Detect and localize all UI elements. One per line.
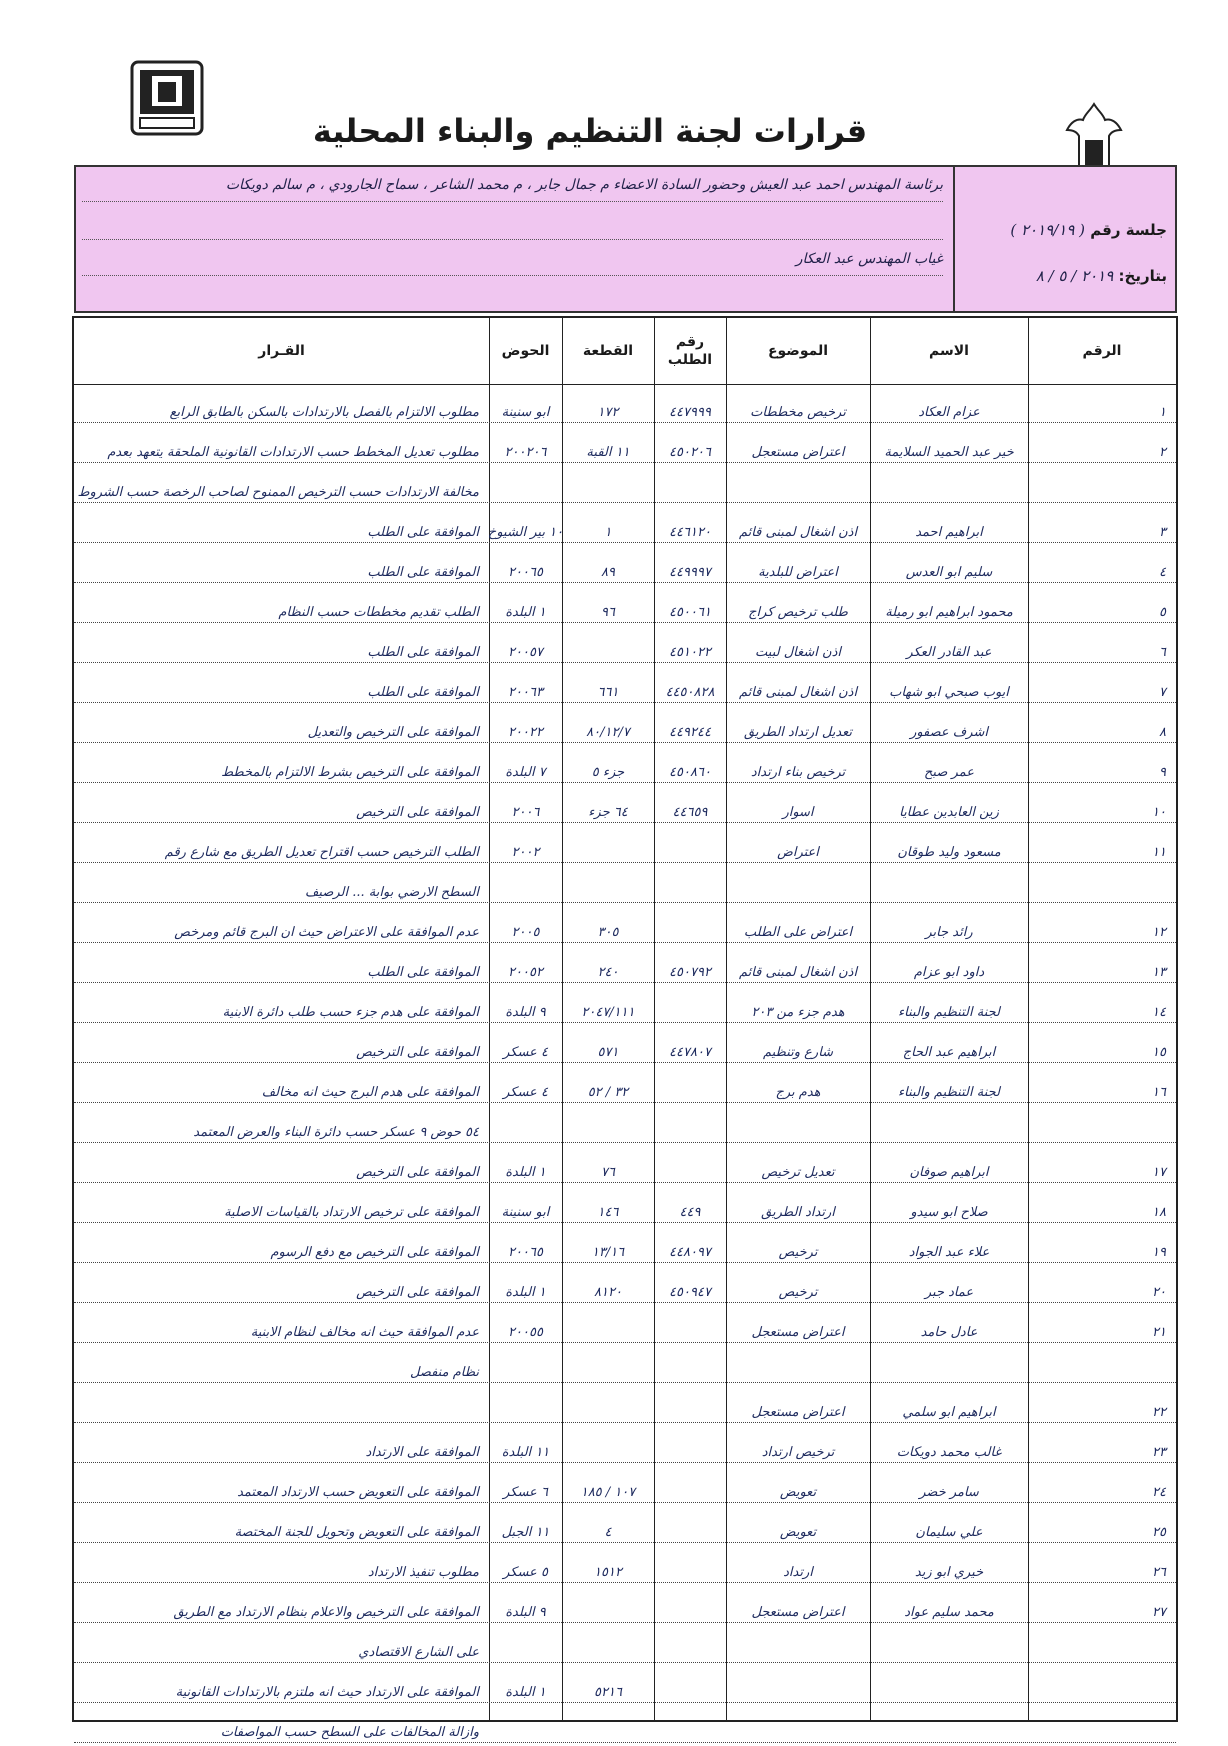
- cell-subject: اسوار: [782, 805, 814, 820]
- cell-basin: [493, 1384, 558, 1424]
- cell-basin: ٢٠٠٦٥: [508, 565, 543, 580]
- cell-request-number: ٤٤٧٨٠٧: [669, 1045, 711, 1060]
- cell-parcel: ٨٠/١٢/٧: [586, 725, 630, 740]
- cell-decision: وازالة المخالفات على السطح حسب المواصفات: [220, 1725, 479, 1740]
- dotted-line: [82, 275, 943, 276]
- row-dotted-line: [74, 1262, 1176, 1263]
- cell-parcel: ٤: [604, 1525, 612, 1540]
- cell-decision: [78, 1384, 485, 1424]
- cell-parcel: جزء ٥: [591, 765, 625, 780]
- row-dotted-line: [74, 622, 1176, 623]
- cell-name: رائد جابر: [925, 925, 973, 940]
- cell-decision: الموافقة على الطلب: [367, 685, 479, 700]
- cell-subject: ترخيص: [778, 1285, 818, 1300]
- cell-basin: ١١ الجبل: [501, 1525, 550, 1540]
- cell-request-number: [658, 1424, 722, 1464]
- cell-basin: ١ البلدة: [505, 1165, 546, 1180]
- row-dotted-line: [74, 982, 1176, 983]
- cell-parcel: ١٤٦: [597, 1205, 619, 1220]
- cell-decision: مطلوب الالتزام بالفصل بالارتدادات بالسكن بالطابق الرابع: [169, 405, 479, 420]
- cell-request-number: ٤٥٠٨٦٠: [669, 765, 711, 780]
- cell-number: ٨: [1159, 725, 1166, 740]
- dotted-line: [82, 201, 943, 202]
- cell-basin: ابو سنينة: [501, 1205, 550, 1220]
- page-title: قرارات لجنة التنظيم والبناء المحلية: [312, 112, 868, 150]
- cell-name: [874, 464, 1024, 504]
- cell-number: ١٣: [1152, 965, 1166, 980]
- dotted-line: [82, 239, 943, 240]
- cell-request-number: [658, 1504, 722, 1544]
- cell-parcel: [566, 1104, 650, 1144]
- row-dotted-line: [74, 782, 1176, 783]
- cell-subject: اعتراض مستعجل: [751, 1605, 845, 1620]
- cell-name: ابراهيم احمد: [915, 525, 983, 540]
- cell-basin: ١ البلدة: [505, 605, 546, 620]
- cell-subject: تعويض: [779, 1525, 817, 1540]
- cell-number: ١٥: [1152, 1045, 1166, 1060]
- cell-basin: ٦ عسكر: [503, 1485, 548, 1500]
- cell-parcel: [566, 824, 650, 864]
- row-dotted-line: [74, 1422, 1176, 1423]
- cell-subject: [730, 464, 866, 504]
- cell-subject: اذن اشغال لبيت: [755, 645, 841, 660]
- cell-name: خير عبد الحميد السلايمة: [884, 445, 1014, 460]
- cell-subject: تعديل ترخيص: [761, 1165, 835, 1180]
- cell-number: ٦: [1159, 645, 1166, 660]
- cell-parcel: [566, 1624, 650, 1664]
- cell-parcel: ٨١٢٠: [594, 1285, 622, 1300]
- cell-name: [874, 1104, 1024, 1144]
- cell-number: ١٤: [1152, 1005, 1166, 1020]
- cell-decision: الموافقة على الترخيص بشرط الالتزام بالمخطط: [221, 765, 479, 780]
- cell-parcel: [566, 1384, 650, 1424]
- cell-subject: ترخيص مخططات: [750, 405, 846, 420]
- cell-parcel: [566, 1584, 650, 1624]
- session-number: [1010, 221, 1167, 239]
- cell-subject: هدم برج: [775, 1085, 821, 1100]
- cell-request-number: ٤٥٠٢٠٦: [669, 445, 711, 460]
- cell-basin: ٢٠٠٦٣: [508, 685, 543, 700]
- row-dotted-line: [74, 662, 1176, 663]
- cell-number: [1032, 1344, 1172, 1384]
- cell-subject: اعتراض مستعجل: [751, 1325, 845, 1340]
- cell-basin: ٢٠٠٦: [511, 805, 540, 820]
- absentees-line: غياب المهندس عبد العكار: [795, 251, 943, 267]
- cell-parcel: ٩٦: [601, 605, 615, 620]
- cell-number: [1032, 864, 1172, 904]
- cell-basin: ٧ البلدة: [505, 765, 546, 780]
- row-dotted-line: [74, 582, 1176, 583]
- cell-parcel: ٦٦١: [597, 685, 619, 700]
- row-dotted-line: [74, 1622, 1176, 1623]
- row-dotted-line: [74, 422, 1176, 423]
- cell-number: ٢٠: [1152, 1285, 1166, 1300]
- cell-name: سامر خضر: [919, 1485, 979, 1500]
- session-date-value: ٢٠١٩ / ٥ / ٨: [1035, 267, 1114, 285]
- cell-basin: ٢٠٠٥٧: [508, 645, 543, 660]
- cell-subject: تعويض: [779, 1485, 817, 1500]
- cell-parcel: [566, 1344, 650, 1384]
- cell-request-number: [658, 824, 722, 864]
- cell-subject: اذن اشغال لمبنى قائم: [738, 525, 858, 540]
- row-dotted-line: [74, 1182, 1176, 1183]
- cell-decision: الطلب الترخيص حسب اقتراح تعديل الطريق مع شارع رقم: [164, 845, 479, 860]
- cell-number: [1032, 464, 1172, 504]
- cell-number: ٢١: [1152, 1325, 1166, 1340]
- cell-decision: الموافقة على الترخيص: [356, 1165, 479, 1180]
- cell-name: خيري ابو زيد: [914, 1565, 984, 1580]
- header-request-number: رقم الطلب: [667, 333, 713, 368]
- cell-subject: [730, 1104, 866, 1144]
- cell-request-number: ٤٤٧٩٩٩: [669, 405, 711, 420]
- cell-name: [874, 864, 1024, 904]
- header-subject: الموضوع: [767, 342, 829, 359]
- cell-request-number: [658, 1304, 722, 1344]
- cell-subject: ترخيص: [778, 1245, 818, 1260]
- cell-decision: الموافقة على الترخيص: [356, 1285, 479, 1300]
- cell-request-number: ٤٤٩: [679, 1205, 701, 1220]
- session-number-label: جلسة رقم: [1090, 221, 1167, 239]
- cell-name: غالب محمد دويكات: [896, 1445, 1002, 1460]
- cell-decision: عدم الموافقة على الاعتراض حيث ان البرج قائم ومرخص: [174, 925, 479, 940]
- cell-number: ٢٧: [1152, 1605, 1166, 1620]
- cell-subject: شارع وتنظيم: [762, 1045, 834, 1060]
- cell-parcel: ٣٠٥: [597, 925, 619, 940]
- cell-subject: [730, 1344, 866, 1384]
- row-dotted-line: [74, 862, 1176, 863]
- row-dotted-line: [74, 1662, 1176, 1663]
- cell-number: ٥: [1159, 605, 1166, 620]
- cell-request-number: [658, 864, 722, 904]
- cell-number: ٩: [1159, 765, 1166, 780]
- cell-parcel: ٧٦: [601, 1165, 615, 1180]
- cell-basin: ١ البلدة: [505, 1285, 546, 1300]
- cell-decision: الموافقة على الترخيص: [356, 805, 479, 820]
- cell-parcel: [566, 864, 650, 904]
- cell-number: ١٠: [1152, 805, 1166, 820]
- cell-subject: طلب ترخيص كراج: [748, 605, 848, 620]
- cell-basin: ٢٠٠٥٢: [508, 965, 543, 980]
- cell-name: علي سليمان: [915, 1525, 983, 1540]
- row-dotted-line: [74, 1702, 1176, 1703]
- cell-number: ١: [1159, 405, 1166, 420]
- cell-number: ٢: [1159, 445, 1166, 460]
- cell-parcel: [566, 624, 650, 664]
- row-dotted-line: [74, 1542, 1176, 1543]
- cell-request-number: [658, 1144, 722, 1184]
- cell-basin: [493, 1704, 558, 1744]
- cell-decision: مطلوب تنفيذ الارتداد: [367, 1565, 479, 1580]
- cell-parcel: ١٠٧ / ١٨٥: [580, 1485, 636, 1500]
- column-divider: [654, 318, 655, 1720]
- cell-subject: اعتراض للبلدية: [758, 565, 838, 580]
- cell-number: [1032, 1664, 1172, 1704]
- cell-parcel: ١: [604, 525, 612, 540]
- row-dotted-line: [74, 1142, 1176, 1143]
- session-meta: [953, 167, 1175, 311]
- cell-basin: ٢٠٠٢٠٦: [504, 445, 547, 460]
- cell-basin: ٩ البلدة: [505, 1605, 546, 1620]
- cell-name: داود ابو عزام: [913, 965, 985, 980]
- cell-decision: الموافقة على هدم جزء حسب طلب دائرة الابنية: [222, 1005, 479, 1020]
- row-dotted-line: [74, 822, 1176, 823]
- header-parcel: القطعة: [582, 342, 634, 359]
- cell-decision: الموافقة على الارتداد حيث انه ملتزم بالارتدادات القانونية: [175, 1685, 479, 1700]
- cell-subject: ارتداد: [783, 1565, 813, 1580]
- cell-number: [1032, 1624, 1172, 1664]
- cell-request-number: ٤٤٥٠٨٢٨: [665, 685, 715, 700]
- cell-decision: على الشارع الاقتصادي: [358, 1645, 479, 1660]
- cell-request-number: [658, 904, 722, 944]
- cell-number: [1032, 1704, 1172, 1744]
- cell-subject: ارتداد الطريق: [761, 1205, 835, 1220]
- row-dotted-line: [74, 462, 1176, 463]
- attendees-line: برئاسة المهندس احمد عبد العيش وحضور السادة الاعضاء م جمال جابر ، م محمد الشاعر ، سماح الجارودي ، م سالم دويكات: [225, 177, 943, 193]
- cell-subject: اعتراض مستعجل: [751, 445, 845, 460]
- cell-request-number: ٤٤٩٢٤٤: [669, 725, 711, 740]
- cell-parcel: [566, 1424, 650, 1464]
- cell-name: اشرف عصفور: [910, 725, 988, 740]
- cell-request-number: ٤٥١٠٢٢: [669, 645, 711, 660]
- cell-number: ١٨: [1152, 1205, 1166, 1220]
- cell-name: سليم ابو العدس: [905, 565, 993, 580]
- cell-parcel: ٥٢١٦: [594, 1685, 622, 1700]
- cell-number: ٤: [1159, 565, 1166, 580]
- cell-basin: ٢٠٠٦٥: [508, 1245, 543, 1260]
- cell-request-number: [658, 1384, 722, 1424]
- row-dotted-line: [74, 502, 1176, 503]
- cell-basin: ٩ البلدة: [505, 1005, 546, 1020]
- cell-number: ٢٢: [1152, 1405, 1166, 1420]
- cell-request-number: [658, 984, 722, 1024]
- cell-subject: اعتراض: [777, 845, 819, 860]
- cell-name: عبد القادر العكر: [906, 645, 992, 660]
- cell-parcel: [566, 464, 650, 504]
- row-dotted-line: [74, 542, 1176, 543]
- cell-decision: ٥٤ حوض ٩ عسكر حسب دائرة البناء والعرض المعتمد: [193, 1125, 479, 1140]
- row-dotted-line: [74, 902, 1176, 903]
- row-dotted-line: [74, 1102, 1176, 1103]
- column-divider: [726, 318, 727, 1720]
- cell-request-number: [658, 1624, 722, 1664]
- cell-number: ١٢: [1152, 925, 1166, 940]
- cell-decision: الموافقة على الارتداد: [365, 1445, 479, 1460]
- cell-decision: الموافقة على الطلب: [367, 525, 479, 540]
- column-divider: [1028, 318, 1029, 1720]
- session-info-box: [74, 165, 1177, 313]
- cell-request-number: [658, 1104, 722, 1144]
- cell-decision: الموافقة على ترخيص الارتداد بالقياسات الاصلية: [224, 1205, 479, 1220]
- cell-parcel: ٢٤٠: [597, 965, 619, 980]
- cell-request-number: ٤٤٩٩٩٧: [669, 565, 711, 580]
- cell-number: ٢٥: [1152, 1525, 1166, 1540]
- row-dotted-line: [74, 942, 1176, 943]
- header-number: الرقم: [1082, 342, 1122, 359]
- cell-name: محمد سليم عواد: [904, 1605, 994, 1620]
- cell-number: ٢٦: [1152, 1565, 1166, 1580]
- session-number-value: ( ٢٠١٩/١٩ ): [1010, 221, 1086, 239]
- cell-basin: [493, 864, 558, 904]
- cell-number: ٣: [1159, 525, 1166, 540]
- column-divider: [870, 318, 871, 1720]
- cell-name: لجنة التنظيم والبناء: [898, 1005, 1000, 1020]
- cell-name: ابراهيم عبد الحاج: [902, 1045, 996, 1060]
- cell-request-number: [658, 1664, 722, 1704]
- cell-parcel: [566, 1704, 650, 1744]
- cell-name: عماد جبر: [924, 1285, 974, 1300]
- cell-basin: [493, 464, 558, 504]
- cell-basin: ابو سنينة: [501, 405, 550, 420]
- cell-request-number: [658, 1344, 722, 1384]
- header-decision: القـرار: [258, 342, 305, 359]
- row-dotted-line: [74, 1502, 1176, 1503]
- cell-name: لجنة التنظيم والبناء: [898, 1085, 1000, 1100]
- cell-subject: تعديل ارتداد الطريق: [743, 725, 853, 740]
- cell-basin: ٢٠٠٥٥: [508, 1325, 543, 1340]
- cell-request-number: ٤٤٦١٢٠: [669, 525, 711, 540]
- row-dotted-line: [74, 1582, 1176, 1583]
- cell-name: [874, 1624, 1024, 1664]
- cell-name: [874, 1664, 1024, 1704]
- row-dotted-line: [74, 1222, 1176, 1223]
- cell-subject: [730, 864, 866, 904]
- cell-subject: اذن اشغال لمبنى قائم: [738, 685, 858, 700]
- cell-basin: ٤ عسكر: [503, 1085, 548, 1100]
- cell-decision: الموافقة على الترخيص مع دفع الرسوم: [270, 1245, 479, 1260]
- decisions-table: [72, 316, 1178, 1740]
- cell-decision: نظام منفصل: [409, 1365, 479, 1380]
- cell-request-number: ٤٤٨٠٩٧: [669, 1245, 711, 1260]
- cell-subject: [730, 1624, 866, 1664]
- cell-basin: ٤ عسكر: [503, 1045, 548, 1060]
- cell-subject: اعتراض على الطلب: [743, 925, 853, 940]
- cell-decision: السطح الارضي بوابة ... الرصيف: [304, 885, 479, 900]
- cell-parcel: ١٥١٢: [594, 1565, 622, 1580]
- row-dotted-line: [74, 1382, 1176, 1383]
- cell-request-number: [658, 464, 722, 504]
- cell-number: ٢٤: [1152, 1485, 1166, 1500]
- cell-decision: الموافقة على الترخيص: [356, 1045, 479, 1060]
- cell-request-number: [658, 1584, 722, 1624]
- cell-decision: مطلوب تعديل المخطط حسب الارتدادات القانونية الملحقة يتعهد بعدم: [107, 445, 479, 460]
- cell-number: ٧: [1159, 685, 1166, 700]
- cell-basin: [493, 1344, 558, 1384]
- cell-name: عمر صبح: [924, 765, 974, 780]
- cell-number: [1032, 1104, 1172, 1144]
- row-dotted-line: [74, 742, 1176, 743]
- cell-basin: [493, 1624, 558, 1664]
- session-date: [1036, 267, 1167, 285]
- cell-basin: ٢٠٠٥: [511, 925, 540, 940]
- cell-name: عزام العكاد: [918, 405, 980, 420]
- cell-number: ١٧: [1152, 1165, 1166, 1180]
- cell-parcel: ٥٧١: [597, 1045, 619, 1060]
- cell-number: ١١: [1152, 845, 1166, 860]
- cell-subject: اعتراض مستعجل: [751, 1405, 845, 1420]
- header-basin: الحوض: [501, 342, 550, 359]
- row-dotted-line: [74, 1342, 1176, 1343]
- cell-basin: ٢٠٠٢٢: [508, 725, 543, 740]
- cell-name: زين العابدين عطايا: [899, 805, 999, 820]
- cell-parcel: ١٣/١٦: [591, 1245, 625, 1260]
- cell-name: ابراهيم صوفان: [909, 1165, 989, 1180]
- cell-basin: ١١ البلدة: [501, 1445, 550, 1460]
- cell-basin: ٢٠٠٢: [511, 845, 540, 860]
- cell-decision: الموافقة على الترخيص والتعديل: [307, 725, 479, 740]
- header-name: الاسم: [929, 342, 969, 359]
- cell-request-number: [658, 1064, 722, 1104]
- cell-name: عادل حامد: [920, 1325, 978, 1340]
- cell-decision: الموافقة على التعويض وتحويل للجنة المختصة: [234, 1525, 479, 1540]
- cell-subject: ترخيص بناء ارتداد: [750, 765, 846, 780]
- cell-subject: [730, 1704, 866, 1744]
- row-dotted-line: [74, 1742, 1176, 1743]
- row-dotted-line: [74, 1462, 1176, 1463]
- session-date-label: بتاريخ:: [1118, 267, 1167, 285]
- cell-decision: عدم الموافقة حيث انه مخالف لنظام الابنية: [250, 1325, 479, 1340]
- cell-name: صلاح ابو سيدو: [910, 1205, 988, 1220]
- row-dotted-line: [74, 702, 1176, 703]
- cell-name: [874, 1344, 1024, 1384]
- cell-decision: الموافقة على الطلب: [367, 645, 479, 660]
- cell-subject: [730, 1664, 866, 1704]
- row-dotted-line: [74, 1062, 1176, 1063]
- cell-name: مسعود وليد طوقان: [897, 845, 1001, 860]
- cell-parcel: ٢٠٤٧/١١١: [581, 1005, 635, 1020]
- cell-basin: ٥ عسكر: [503, 1565, 548, 1580]
- cell-name: محمود ابراهيم ابو رميلة: [885, 605, 1013, 620]
- cell-decision: الموافقة على الطلب: [367, 965, 479, 980]
- cell-request-number: ٤٥٠٠٦١: [669, 605, 711, 620]
- cell-name: علاء عبد الجواد: [908, 1245, 990, 1260]
- cell-number: ١٩: [1152, 1245, 1166, 1260]
- cell-request-number: [658, 1464, 722, 1504]
- cell-basin: ١٠ بير الشيوخ: [487, 525, 564, 540]
- cell-decision: الموافقة على التعويض حسب الارتداد المعتمد: [237, 1485, 479, 1500]
- cell-request-number: ٤٥٠٩٤٧: [669, 1285, 711, 1300]
- cell-number: ٢٣: [1152, 1445, 1166, 1460]
- cell-subject: هدم جزء من ٢٠٣: [751, 1005, 845, 1020]
- cell-parcel: ٦٤ جزء: [588, 805, 628, 820]
- cell-parcel: ٣٢ / ٥٢: [587, 1085, 629, 1100]
- row-dotted-line: [74, 1022, 1176, 1023]
- cell-basin: ١ البلدة: [505, 1685, 546, 1700]
- cell-basin: [493, 1104, 558, 1144]
- cell-name: [874, 1704, 1024, 1744]
- cell-decision: الموافقة على الترخيص والاعلام بنظام الارتداد مع الطريق: [173, 1605, 479, 1620]
- row-dotted-line: [74, 1302, 1176, 1303]
- cell-decision: الطلب تقديم مخططات حسب النظام: [278, 605, 479, 620]
- cell-decision: الموافقة على الطلب: [367, 565, 479, 580]
- cell-parcel: ١١ القبة: [586, 445, 630, 460]
- cell-name: ابراهيم ابو سلمي: [902, 1405, 996, 1420]
- cell-parcel: ٨٩: [601, 565, 615, 580]
- cell-decision: الموافقة على هدم البرج حيث انه مخالف: [261, 1085, 479, 1100]
- cell-decision: مخالفة الارتدادات حسب الترخيص الممنوح لصاحب الرخصة حسب الشروط: [77, 485, 479, 500]
- cell-request-number: [658, 1544, 722, 1584]
- cell-subject: اذن اشغال لمبنى قائم: [738, 965, 858, 980]
- cell-request-number: [658, 1704, 722, 1744]
- municipality-seal-icon: [122, 52, 212, 142]
- cell-request-number: ٤٤٦٥٩: [672, 805, 708, 820]
- cell-parcel: [566, 1304, 650, 1344]
- cell-subject: ترخيص ارتداد: [761, 1445, 835, 1460]
- cell-number: ١٦: [1152, 1085, 1166, 1100]
- cell-parcel: ١٧٢: [597, 405, 619, 420]
- cell-name: ايوب صبحي ابو شهاب: [889, 685, 1009, 700]
- cell-request-number: ٤٥٠٧٩٢: [669, 965, 711, 980]
